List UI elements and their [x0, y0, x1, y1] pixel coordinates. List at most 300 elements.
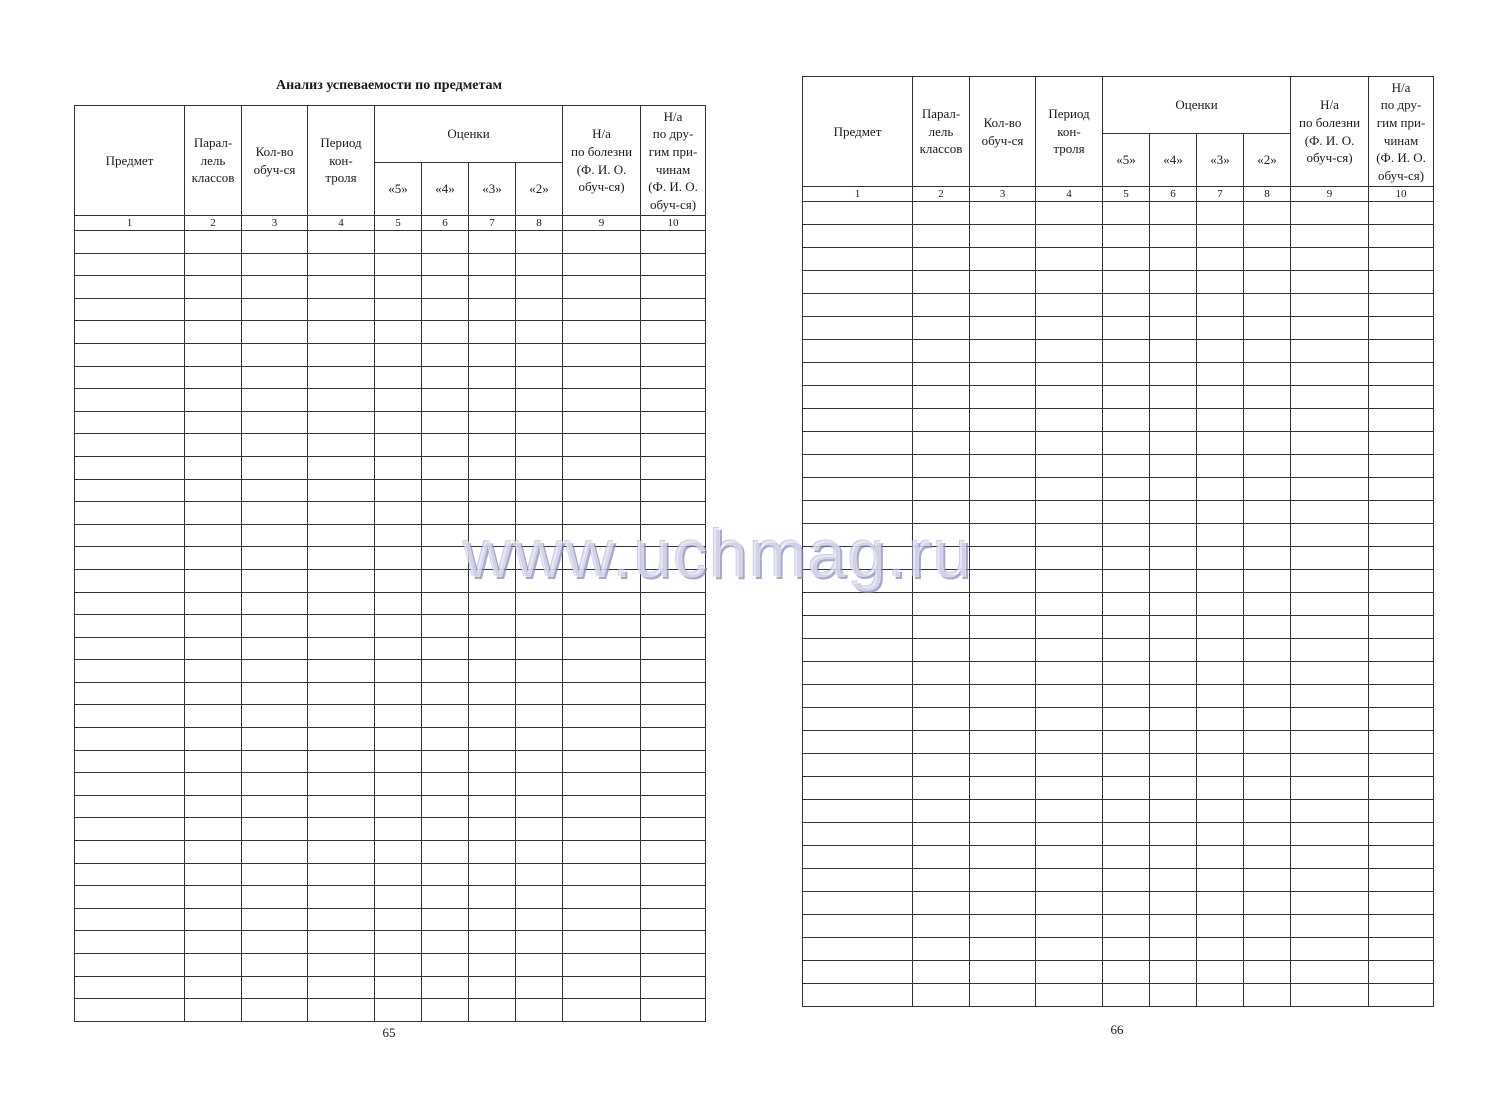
blank-cell — [1103, 593, 1150, 616]
blank-cell — [308, 502, 375, 525]
column-number: 1 — [803, 187, 913, 202]
blank-cell — [516, 321, 563, 344]
blank-row — [803, 225, 1434, 248]
blank-cell — [375, 886, 422, 909]
blank-row — [803, 248, 1434, 271]
blank-cell — [913, 340, 970, 363]
blank-row — [75, 863, 706, 886]
blank-cell — [185, 615, 242, 638]
blank-cell — [422, 773, 469, 796]
blank-cell — [803, 248, 913, 271]
blank-cell — [242, 321, 308, 344]
blank-cell — [1369, 524, 1434, 547]
blank-cell — [1103, 892, 1150, 915]
blank-cell — [803, 777, 913, 800]
blank-row — [75, 321, 706, 344]
blank-cell — [1197, 386, 1244, 409]
blank-cell — [641, 795, 706, 818]
blank-cell — [970, 478, 1036, 501]
blank-cell — [308, 841, 375, 864]
blank-cell — [803, 938, 913, 961]
blank-cell — [803, 294, 913, 317]
blank-cell — [75, 456, 185, 479]
blank-cell — [242, 637, 308, 660]
blank-cell — [1369, 432, 1434, 455]
blank-row — [803, 892, 1434, 915]
blank-cell — [1197, 340, 1244, 363]
blank-cell — [185, 999, 242, 1022]
blank-cell — [803, 754, 913, 777]
blank-cell — [1103, 501, 1150, 524]
blank-cell — [1103, 225, 1150, 248]
blank-cell — [75, 682, 185, 705]
blank-cell — [516, 479, 563, 502]
blank-row — [803, 478, 1434, 501]
blank-cell — [469, 479, 516, 502]
blank-cell — [185, 569, 242, 592]
header-count: Кол-во обуч-ся — [242, 106, 308, 216]
blank-row — [75, 705, 706, 728]
blank-cell — [185, 524, 242, 547]
blank-cell — [970, 317, 1036, 340]
blank-cell — [641, 750, 706, 773]
blank-cell — [516, 999, 563, 1022]
blank-cell — [563, 999, 641, 1022]
table-body — [75, 231, 706, 1022]
blank-cell — [242, 343, 308, 366]
blank-cell — [375, 682, 422, 705]
blank-cell — [308, 253, 375, 276]
blank-cell — [1150, 501, 1197, 524]
blank-cell — [641, 389, 706, 412]
blank-cell — [1103, 662, 1150, 685]
blank-cell — [1103, 731, 1150, 754]
blank-cell — [1036, 639, 1103, 662]
blank-cell — [563, 411, 641, 434]
blank-row — [803, 915, 1434, 938]
blank-cell — [1036, 501, 1103, 524]
blank-cell — [970, 892, 1036, 915]
blank-row — [75, 637, 706, 660]
blank-cell — [516, 231, 563, 254]
blank-cell — [1369, 409, 1434, 432]
blank-cell — [242, 818, 308, 841]
blank-cell — [469, 931, 516, 954]
blank-cell — [1244, 915, 1291, 938]
blank-cell — [1369, 202, 1434, 225]
blank-cell — [185, 502, 242, 525]
blank-cell — [375, 411, 422, 434]
blank-cell — [1103, 570, 1150, 593]
blank-cell — [1103, 616, 1150, 639]
blank-row — [803, 869, 1434, 892]
column-number: 8 — [1244, 187, 1291, 202]
blank-cell — [563, 637, 641, 660]
blank-cell — [1369, 455, 1434, 478]
blank-cell — [422, 705, 469, 728]
blank-cell — [75, 411, 185, 434]
blank-cell — [913, 800, 970, 823]
blank-cell — [563, 931, 641, 954]
blank-cell — [1150, 616, 1197, 639]
blank-cell — [803, 708, 913, 731]
blank-row — [803, 823, 1434, 846]
blank-cell — [75, 954, 185, 977]
blank-row — [803, 777, 1434, 800]
blank-cell — [185, 660, 242, 683]
blank-cell — [469, 660, 516, 683]
blank-cell — [1150, 524, 1197, 547]
blank-cell — [185, 908, 242, 931]
blank-cell — [422, 795, 469, 818]
blank-cell — [1369, 731, 1434, 754]
blank-cell — [913, 593, 970, 616]
blank-cell — [913, 363, 970, 386]
blank-cell — [185, 592, 242, 615]
blank-row — [75, 660, 706, 683]
blank-cell — [516, 728, 563, 751]
blank-cell — [185, 795, 242, 818]
blank-cell — [803, 386, 913, 409]
blank-cell — [422, 841, 469, 864]
blank-cell — [563, 841, 641, 864]
blank-cell — [563, 908, 641, 931]
blank-cell — [469, 773, 516, 796]
blank-cell — [1369, 271, 1434, 294]
blank-cell — [308, 434, 375, 457]
blank-cell — [1036, 731, 1103, 754]
blank-cell — [1244, 432, 1291, 455]
blank-cell — [242, 434, 308, 457]
blank-cell — [1291, 616, 1369, 639]
blank-cell — [1244, 363, 1291, 386]
blank-cell — [1036, 892, 1103, 915]
blank-cell — [1036, 547, 1103, 570]
blank-cell — [469, 276, 516, 299]
blank-cell — [516, 343, 563, 366]
blank-cell — [516, 276, 563, 299]
blank-cell — [1036, 570, 1103, 593]
blank-cell — [1369, 984, 1434, 1007]
blank-cell — [913, 225, 970, 248]
blank-cell — [1291, 708, 1369, 731]
blank-cell — [308, 976, 375, 999]
blank-cell — [1197, 501, 1244, 524]
column-number: 7 — [469, 216, 516, 231]
blank-cell — [308, 298, 375, 321]
header-period: Период кон- троля — [1036, 77, 1103, 187]
blank-cell — [563, 389, 641, 412]
blank-cell — [242, 231, 308, 254]
blank-cell — [308, 682, 375, 705]
header-period: Период кон- троля — [308, 106, 375, 216]
blank-cell — [1036, 248, 1103, 271]
blank-cell — [803, 409, 913, 432]
blank-cell — [1036, 202, 1103, 225]
blank-cell — [469, 434, 516, 457]
blank-cell — [970, 984, 1036, 1007]
blank-cell — [242, 999, 308, 1022]
blank-cell — [563, 728, 641, 751]
blank-cell — [1197, 800, 1244, 823]
blank-cell — [1197, 455, 1244, 478]
blank-row — [803, 846, 1434, 869]
blank-cell — [1150, 915, 1197, 938]
blank-row — [75, 411, 706, 434]
blank-cell — [375, 569, 422, 592]
blank-cell — [1197, 225, 1244, 248]
blank-cell — [913, 455, 970, 478]
blank-cell — [1291, 294, 1369, 317]
blank-cell — [1244, 478, 1291, 501]
blank-cell — [375, 253, 422, 276]
blank-cell — [308, 524, 375, 547]
blank-cell — [563, 863, 641, 886]
blank-cell — [1244, 662, 1291, 685]
blank-row — [75, 615, 706, 638]
blank-cell — [308, 728, 375, 751]
blank-cell — [1150, 938, 1197, 961]
blank-cell — [1369, 547, 1434, 570]
blank-cell — [75, 547, 185, 570]
blank-cell — [469, 637, 516, 660]
blank-cell — [563, 682, 641, 705]
blank-cell — [641, 705, 706, 728]
blank-cell — [803, 317, 913, 340]
blank-cell — [1369, 501, 1434, 524]
blank-cell — [1291, 478, 1369, 501]
blank-cell — [308, 637, 375, 660]
blank-cell — [469, 818, 516, 841]
blank-cell — [375, 592, 422, 615]
blank-cell — [913, 317, 970, 340]
blank-cell — [970, 754, 1036, 777]
blank-cell — [185, 976, 242, 999]
blank-cell — [1244, 455, 1291, 478]
header-subject: Предмет — [75, 106, 185, 216]
blank-cell — [1291, 248, 1369, 271]
blank-cell — [641, 276, 706, 299]
blank-cell — [185, 818, 242, 841]
blank-cell — [1291, 823, 1369, 846]
blank-cell — [75, 298, 185, 321]
blank-cell — [563, 276, 641, 299]
blank-cell — [641, 231, 706, 254]
blank-cell — [1197, 685, 1244, 708]
blank-row — [803, 271, 1434, 294]
blank-cell — [242, 389, 308, 412]
blank-cell — [185, 298, 242, 321]
blank-row — [803, 938, 1434, 961]
blank-cell — [1291, 432, 1369, 455]
blank-cell — [1103, 984, 1150, 1007]
blank-cell — [970, 363, 1036, 386]
blank-cell — [1036, 961, 1103, 984]
column-number: 2 — [185, 216, 242, 231]
blank-cell — [803, 202, 913, 225]
blank-cell — [1150, 685, 1197, 708]
blank-cell — [185, 637, 242, 660]
blank-cell — [1036, 823, 1103, 846]
blank-row — [803, 685, 1434, 708]
blank-cell — [469, 886, 516, 909]
blank-cell — [1150, 846, 1197, 869]
blank-cell — [185, 434, 242, 457]
blank-cell — [641, 818, 706, 841]
blank-cell — [970, 662, 1036, 685]
blank-cell — [1291, 892, 1369, 915]
blank-cell — [1244, 892, 1291, 915]
blank-cell — [803, 731, 913, 754]
blank-cell — [75, 886, 185, 909]
blank-cell — [1197, 869, 1244, 892]
blank-cell — [563, 343, 641, 366]
blank-cell — [422, 389, 469, 412]
blank-cell — [469, 863, 516, 886]
blank-cell — [1036, 754, 1103, 777]
blank-cell — [375, 366, 422, 389]
blank-cell — [1150, 271, 1197, 294]
blank-row — [803, 432, 1434, 455]
column-number: 3 — [970, 187, 1036, 202]
blank-cell — [1369, 593, 1434, 616]
blank-cell — [913, 409, 970, 432]
blank-cell — [469, 231, 516, 254]
blank-cell — [375, 231, 422, 254]
blank-cell — [1150, 800, 1197, 823]
blank-cell — [1103, 869, 1150, 892]
blank-row — [75, 456, 706, 479]
blank-cell — [516, 908, 563, 931]
blank-cell — [1244, 294, 1291, 317]
column-number: 5 — [375, 216, 422, 231]
blank-cell — [1103, 938, 1150, 961]
blank-cell — [469, 954, 516, 977]
blank-cell — [1103, 317, 1150, 340]
header-grade-3: «3» — [1197, 134, 1244, 187]
header-absent-illness: Н/а по болезни (Ф. И. О. обуч-ся) — [1291, 77, 1369, 187]
blank-cell — [970, 547, 1036, 570]
blank-cell — [242, 456, 308, 479]
blank-cell — [375, 818, 422, 841]
blank-cell — [1291, 869, 1369, 892]
blank-cell — [75, 366, 185, 389]
blank-cell — [1150, 225, 1197, 248]
blank-cell — [803, 455, 913, 478]
header-parallel: Парал- лель классов — [185, 106, 242, 216]
blank-cell — [913, 202, 970, 225]
column-number: 10 — [1369, 187, 1434, 202]
blank-cell — [422, 682, 469, 705]
blank-cell — [1291, 685, 1369, 708]
blank-cell — [185, 411, 242, 434]
blank-cell — [75, 615, 185, 638]
blank-row — [75, 592, 706, 615]
blank-cell — [469, 411, 516, 434]
blank-cell — [913, 915, 970, 938]
blank-cell — [308, 479, 375, 502]
blank-cell — [641, 615, 706, 638]
blank-cell — [1036, 317, 1103, 340]
column-number: 9 — [1291, 187, 1369, 202]
column-number: 6 — [422, 216, 469, 231]
blank-cell — [469, 682, 516, 705]
blank-cell — [375, 321, 422, 344]
blank-cell — [1244, 248, 1291, 271]
blank-cell — [1369, 294, 1434, 317]
blank-cell — [185, 253, 242, 276]
blank-cell — [1103, 409, 1150, 432]
blank-cell — [375, 343, 422, 366]
blank-cell — [1103, 478, 1150, 501]
blank-cell — [641, 886, 706, 909]
header-subject: Предмет — [803, 77, 913, 187]
blank-cell — [1197, 662, 1244, 685]
blank-cell — [422, 750, 469, 773]
blank-row — [803, 961, 1434, 984]
watermark: www.uchmag.ru — [463, 516, 973, 592]
blank-cell — [375, 954, 422, 977]
blank-cell — [1150, 754, 1197, 777]
blank-cell — [803, 593, 913, 616]
blank-cell — [913, 662, 970, 685]
blank-cell — [970, 639, 1036, 662]
blank-cell — [1150, 386, 1197, 409]
blank-cell — [970, 248, 1036, 271]
blank-cell — [1197, 432, 1244, 455]
blank-row — [803, 616, 1434, 639]
blank-cell — [970, 938, 1036, 961]
blank-cell — [185, 750, 242, 773]
column-number: 8 — [516, 216, 563, 231]
blank-cell — [563, 795, 641, 818]
blank-cell — [1291, 777, 1369, 800]
blank-cell — [970, 823, 1036, 846]
blank-cell — [185, 705, 242, 728]
blank-row — [75, 954, 706, 977]
column-number: 9 — [563, 216, 641, 231]
blank-cell — [422, 976, 469, 999]
blank-cell — [1036, 616, 1103, 639]
blank-cell — [641, 411, 706, 434]
blank-cell — [516, 253, 563, 276]
blank-cell — [1244, 225, 1291, 248]
blank-cell — [242, 411, 308, 434]
blank-cell — [375, 615, 422, 638]
blank-cell — [469, 750, 516, 773]
blank-cell — [422, 615, 469, 638]
blank-cell — [469, 615, 516, 638]
blank-cell — [803, 340, 913, 363]
blank-cell — [803, 823, 913, 846]
blank-cell — [1244, 340, 1291, 363]
blank-cell — [1291, 409, 1369, 432]
blank-cell — [970, 616, 1036, 639]
blank-cell — [375, 524, 422, 547]
blank-cell — [1103, 915, 1150, 938]
blank-cell — [422, 954, 469, 977]
blank-cell — [1103, 271, 1150, 294]
blank-row — [75, 343, 706, 366]
header-absent-other: Н/а по дру- гим при- чинам (Ф. И. О. обуч-ся) — [641, 106, 706, 216]
blank-cell — [1244, 202, 1291, 225]
blank-cell — [913, 708, 970, 731]
blank-cell — [375, 976, 422, 999]
blank-cell — [1244, 823, 1291, 846]
blank-cell — [970, 524, 1036, 547]
blank-row — [75, 886, 706, 909]
blank-cell — [1369, 478, 1434, 501]
